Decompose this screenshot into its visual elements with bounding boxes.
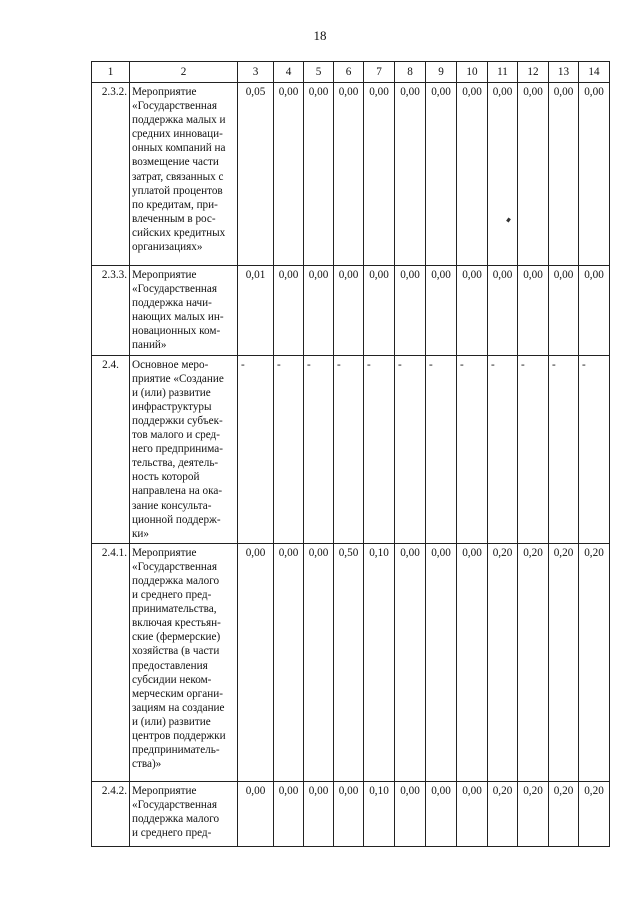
column-header: 5	[304, 62, 334, 83]
value-cell: 0,20	[549, 543, 579, 781]
value-cell: -	[238, 355, 274, 543]
row-number: 2.4.2.	[92, 781, 130, 846]
column-header: 9	[426, 62, 457, 83]
value-cell: -	[549, 355, 579, 543]
value-cell: -	[334, 355, 364, 543]
value-cell: 0,00	[334, 266, 364, 356]
value-cell: 0,10	[364, 543, 395, 781]
value-cell: 0,00	[364, 266, 395, 356]
value-cell: 0,20	[579, 781, 610, 846]
row-title: Мероприятие «Государственная поддержка начи- нающих малых ин- новационных ком- паний»	[130, 266, 238, 356]
indicator-table	[91, 61, 610, 847]
value-cell: -	[518, 355, 549, 543]
value-cell: 0,00	[457, 83, 488, 266]
value-cell: 0,00	[334, 83, 364, 266]
value-cell: 0,50	[334, 543, 364, 781]
column-header: 3	[238, 62, 274, 83]
value-cell: 0,00	[518, 83, 549, 266]
value-cell: -	[304, 355, 334, 543]
value-cell: 0,00	[457, 266, 488, 356]
value-cell: 0,00	[274, 781, 304, 846]
column-header: 8	[395, 62, 426, 83]
table-header-row	[92, 62, 610, 83]
value-cell: 0,00	[518, 266, 549, 356]
value-cell: 0,00	[395, 543, 426, 781]
value-cell: 0,00	[426, 83, 457, 266]
value-cell: 0,00	[395, 266, 426, 356]
value-cell: 0,01	[238, 266, 274, 356]
value-cell: 0,00	[274, 543, 304, 781]
column-header: 14	[579, 62, 610, 83]
value-cell: 0,00	[395, 781, 426, 846]
value-cell: 0,00	[426, 781, 457, 846]
column-header: 4	[274, 62, 304, 83]
table-row	[92, 781, 610, 846]
value-cell: -	[274, 355, 304, 543]
table-row	[92, 355, 610, 543]
value-cell: 0,10	[364, 781, 395, 846]
value-cell: 0,00	[426, 266, 457, 356]
value-cell: 0,00	[549, 266, 579, 356]
value-cell: 0,00	[334, 781, 364, 846]
value-cell: 0,00	[395, 83, 426, 266]
value-cell: 0,20	[488, 781, 518, 846]
value-cell: 0,00	[274, 266, 304, 356]
column-header: 10	[457, 62, 488, 83]
column-header: 1	[92, 62, 130, 83]
value-cell: -	[364, 355, 395, 543]
value-cell: 0,00	[579, 266, 610, 356]
value-cell: -	[579, 355, 610, 543]
value-cell: 0,00	[488, 83, 518, 266]
page-number: 18	[313, 28, 327, 43]
row-title: Мероприятие «Государственная поддержка малого и среднего пред- принимательства, включая крестьян- ские (фермерские) хозяйства (в части предоставления субсидии неком- мерческим органи- зациям на создание и (или) развитие центров поддержки предприниматель- ства)»	[130, 543, 238, 781]
value-cell: 0,00	[304, 543, 334, 781]
value-cell: 0,20	[518, 543, 549, 781]
value-cell: 0,00	[304, 781, 334, 846]
value-cell: -	[488, 355, 518, 543]
row-number: 2.4.1.	[92, 543, 130, 781]
table-row	[92, 543, 610, 781]
row-title: Мероприятие «Государственная поддержка малого и среднего пред-	[130, 781, 238, 846]
table-row	[92, 83, 610, 266]
row-number: 2.3.3.	[92, 266, 130, 356]
value-cell: 0,20	[488, 543, 518, 781]
column-header: 11	[488, 62, 518, 83]
value-cell: 0,00	[549, 83, 579, 266]
row-title: Мероприятие «Государственная поддержка малых и средних инноваци- онных компаний на возмещение части затрат, связанных с уплатой процентов по кредитам, при- влеченным в рос- сийских кредитных организациях»	[130, 83, 238, 266]
value-cell: 0,00	[457, 781, 488, 846]
value-cell: 0,20	[579, 543, 610, 781]
value-cell: 0,00	[579, 83, 610, 266]
row-title: Основное меро- приятие «Создание и (или) развитие инфраструктуры поддержки субъек- тов малого и сред- него предпринима- тельства, деятель- ность которой направлена на ока- зание консульта- ционной поддерж- ки»	[130, 355, 238, 543]
value-cell: 0,00	[274, 83, 304, 266]
value-cell: 0,00	[426, 543, 457, 781]
value-cell: -	[426, 355, 457, 543]
column-header: 12	[518, 62, 549, 83]
value-cell: 0,00	[238, 543, 274, 781]
value-cell: -	[457, 355, 488, 543]
row-number: 2.4.	[92, 355, 130, 543]
column-header: 6	[334, 62, 364, 83]
value-cell: 0,00	[488, 266, 518, 356]
column-header: 7	[364, 62, 395, 83]
row-number: 2.3.2.	[92, 83, 130, 266]
value-cell: 0,20	[549, 781, 579, 846]
table-row	[92, 266, 610, 356]
column-header: 13	[549, 62, 579, 83]
value-cell: 0,20	[518, 781, 549, 846]
value-cell: 0,00	[364, 83, 395, 266]
value-cell: 0,05	[238, 83, 274, 266]
column-header: 2	[130, 62, 238, 83]
value-cell: 0,00	[304, 266, 334, 356]
value-cell: -	[395, 355, 426, 543]
value-cell: 0,00	[304, 83, 334, 266]
value-cell: 0,00	[457, 543, 488, 781]
value-cell: 0,00	[238, 781, 274, 846]
